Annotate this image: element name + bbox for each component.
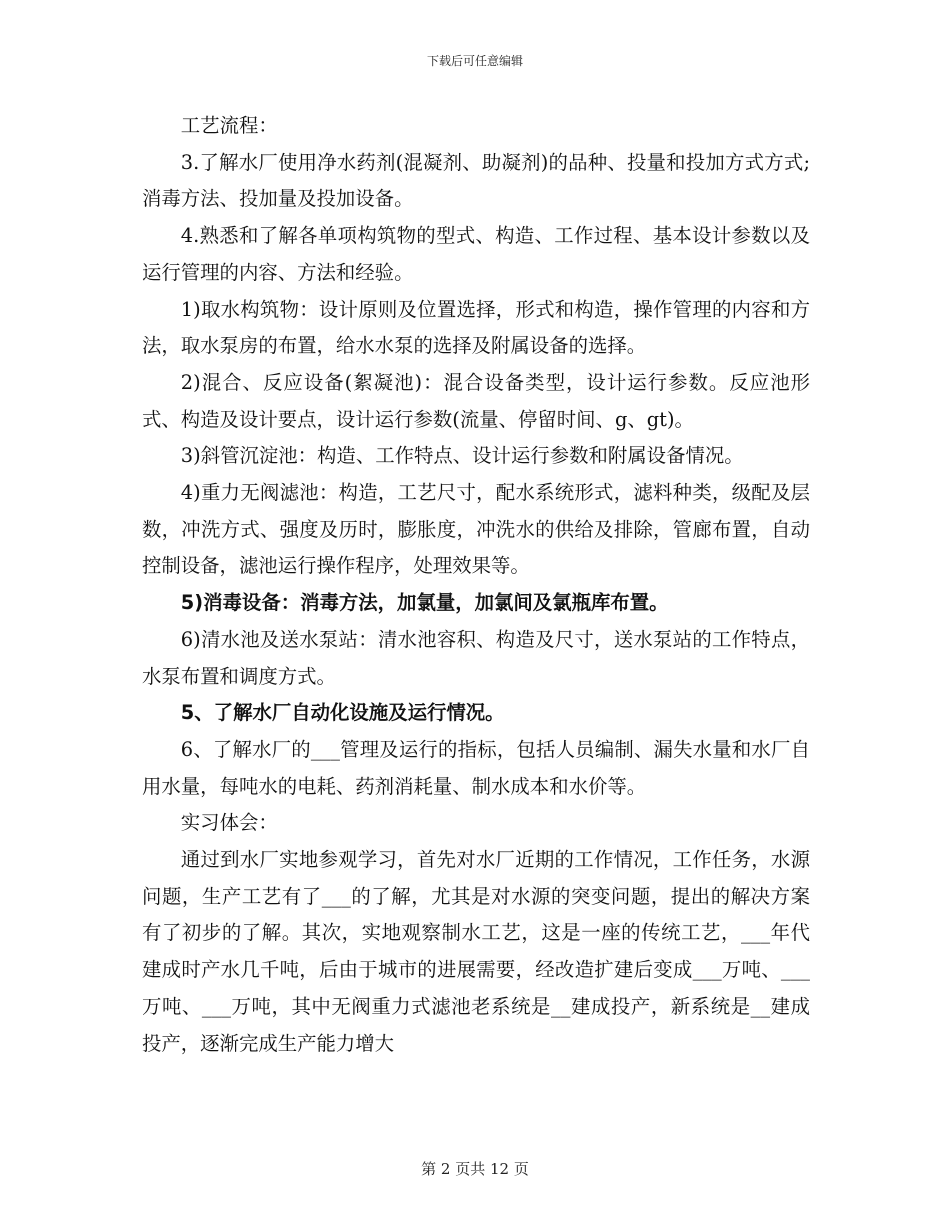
page-header: 下载后可任意编辑 xyxy=(426,54,523,68)
page-footer: 第 2 页共 12 页 xyxy=(421,1160,529,1178)
paragraph-sub-1: 1)取水构筑物：设计原则及位置选择，形式和构造，操作管理的内容和方法，取水泵房的布置，给水水泵的选择及附属设备的选择。 xyxy=(142,297,810,358)
paragraph-sub-2: 2)混合、反应设备(絮凝池)：混合设备类型，设计运行参数。反应池形式、构造及设计要点，设计运行参数(流量、停留时间、g、gt)。 xyxy=(142,370,810,431)
document-body xyxy=(142,108,810,1062)
paragraph-sub-3: 3)斜管沉淀池：构造、工作特点、设计运行参数和附属设备情况。 xyxy=(180,444,744,468)
paragraph-sub-5-bold: 5)消毒设备：消毒方法，加氯量，加氯间及氯瓶库布置。 xyxy=(180,591,669,615)
paragraph-item-3: 3.了解水厂使用净水药剂(混凝剂、助凝剂)的品种、投量和投加方式方式;消毒方法、投加量及投加设备。 xyxy=(142,150,810,211)
paragraph-item-6: 6、了解水厂的___管理及运行的指标，包括人员编制、漏失水量和水厂自用水量，每吨水的电耗、药剂消耗量、制水成本和水价等。 xyxy=(142,737,810,798)
paragraph-sub-4: 4)重力无阀滤池：构造，工艺尺寸，配水系统形式，滤料种类，级配及层数，冲洗方式、强度及历时，膨胀度，冲洗水的供给及排除，管廊布置，自动控制设备，滤池运行操作程序，处理效果等。 xyxy=(142,481,810,578)
paragraph-item-5-bold: 5、了解水厂自动化设施及运行情况。 xyxy=(180,701,505,725)
paragraph-experience-title: 实习体会： xyxy=(180,811,278,835)
paragraph-item-4: 4.熟悉和了解各单项构筑物的型式、构造、工作过程、基本设计参数以及运行管理的内容、方法和经验。 xyxy=(142,224,810,284)
paragraph-sub-6: 6)清水池及送水泵站：清水池容积、构造及尺寸，送水泵站的工作特点，水泵布置和调度方式。 xyxy=(142,627,810,688)
paragraph-experience-body: 通过到水厂实地参观学习，首先对水厂近期的工作情况，工作任务，水源问题，生产工艺有了___的了解，尤其是对水源的突变问题，提出的解决方案有了初步的了解。其次，实地观察制水工艺，这是一座的传统工艺，___年代建成时产水几千吨，后由于城市的进展需要，经改造扩建后变成___万吨、___万吨、___万吨，其中无阀重力式滤池老系统是__建成投产，新系统是__建成投产，逐渐完成生产能力增大 xyxy=(142,848,810,1055)
paragraph-process-title: 工艺流程： xyxy=(180,114,278,137)
